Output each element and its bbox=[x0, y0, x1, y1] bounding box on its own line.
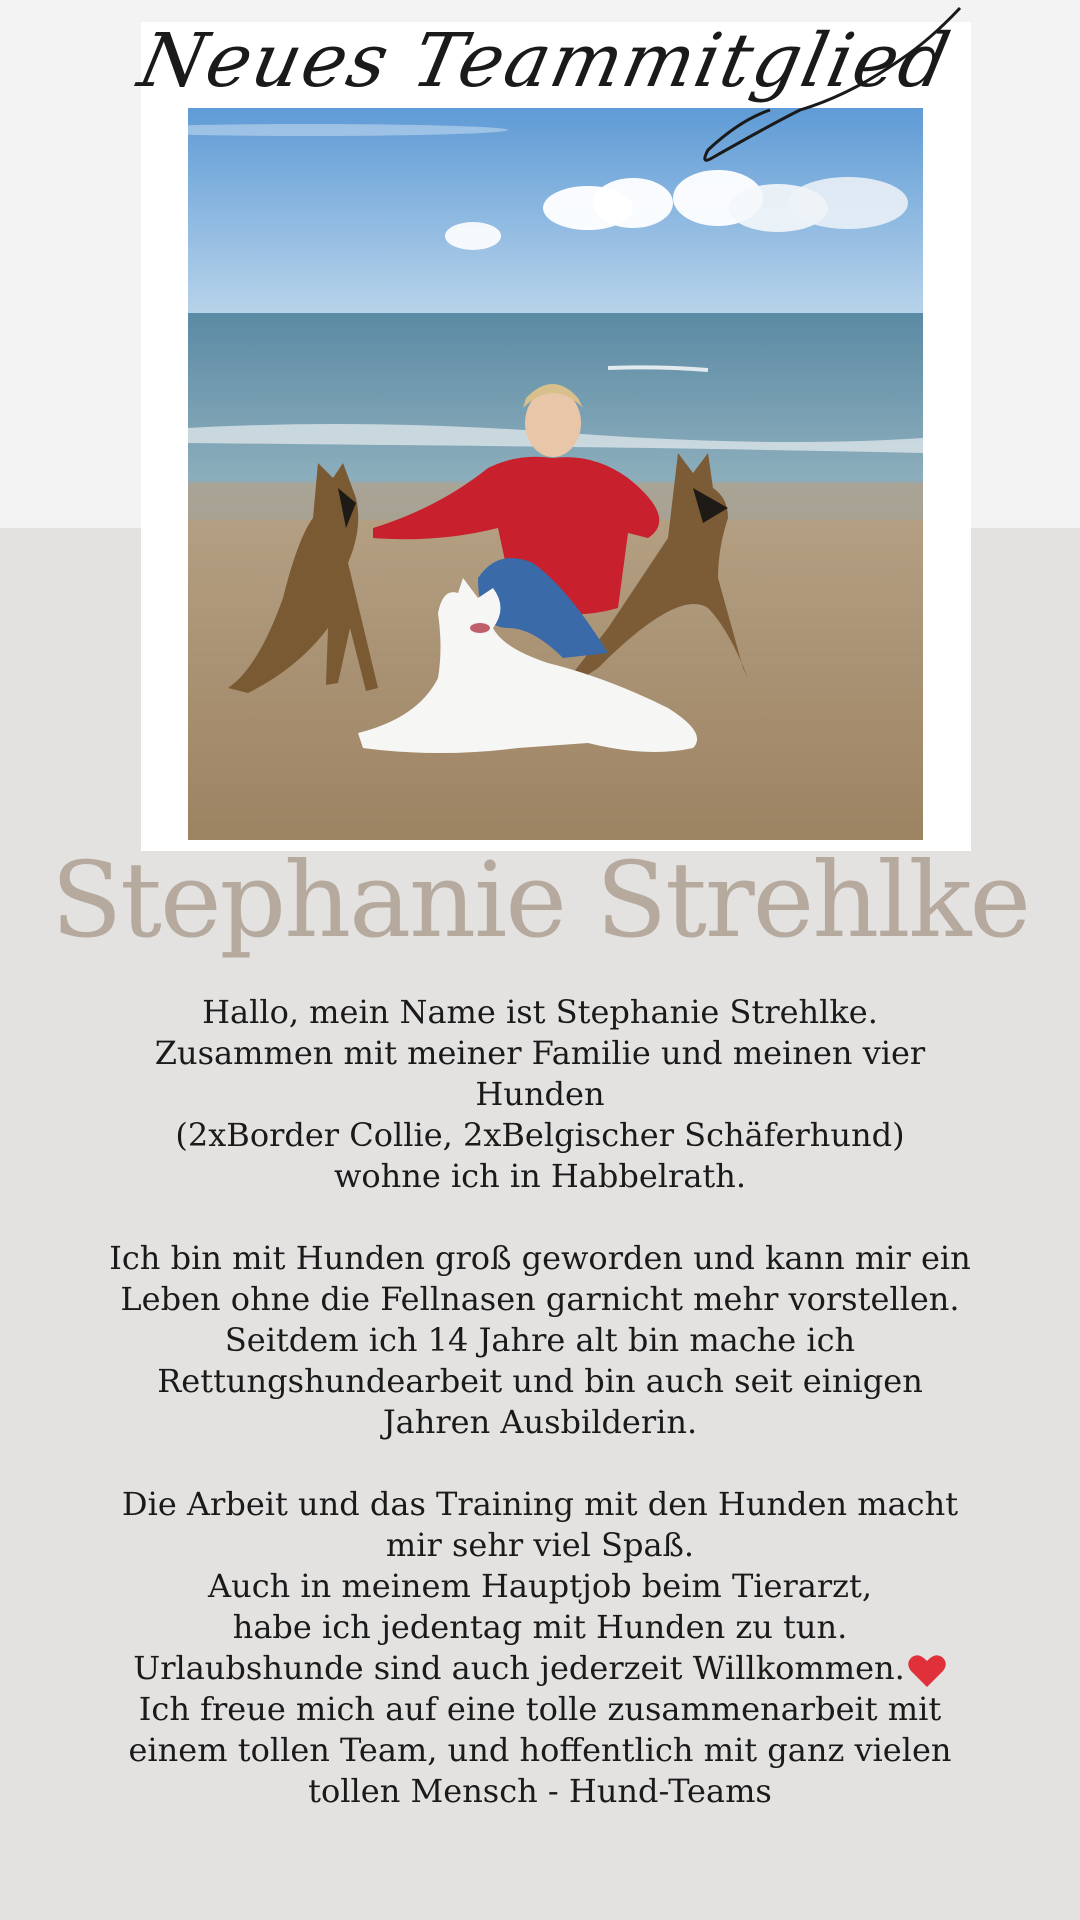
bio-line: Zusammen mit meiner Familie und meinen vier bbox=[154, 1034, 926, 1072]
bio-line: habe ich jedentag mit Hunden zu tun. bbox=[232, 1608, 848, 1646]
bio-paragraph-3 bbox=[40, 1484, 1040, 1812]
bio-line: Auch in meinem Hauptjob beim Tierarzt, bbox=[207, 1567, 873, 1605]
bio-line: Rettungshundearbeit und bin auch seit einigen bbox=[157, 1362, 923, 1400]
bio-line: Urlaubshunde sind auch jederzeit Willkommen. bbox=[133, 1649, 905, 1687]
bio-line: Seitdem ich 14 Jahre alt bin mache ich bbox=[224, 1321, 856, 1359]
heart-icon bbox=[907, 1653, 947, 1689]
bio-line: Die Arbeit und das Training mit den Hunden macht bbox=[121, 1485, 959, 1523]
bio-text bbox=[40, 992, 1040, 1853]
bio-line: Ich freue mich auf eine tolle zusammenarbeit mit bbox=[138, 1690, 942, 1728]
bio-line: (2xBorder Collie, 2xBelgischer Schäferhund) bbox=[175, 1116, 905, 1154]
bio-line: Leben ohne die Fellnasen garnicht mehr vorstellen. bbox=[120, 1280, 960, 1318]
bio-line: Hallo, mein Name ist Stephanie Strehlke. bbox=[202, 993, 878, 1031]
bio-line: Ich bin mit Hunden groß geworden und kann mir ein bbox=[109, 1239, 971, 1277]
bio-paragraph-1 bbox=[40, 992, 1040, 1197]
bio-line: tollen Mensch - Hund-Teams bbox=[308, 1772, 772, 1810]
bio-line-with-heart bbox=[40, 1648, 1040, 1689]
profile-photo bbox=[188, 108, 923, 840]
bio-line: einem tollen Team, und hoffentlich mit ganz vielen bbox=[128, 1731, 952, 1769]
script-title: Neues Teammitglied bbox=[131, 18, 959, 104]
beach-photo-with-dogs-icon bbox=[188, 108, 923, 840]
bio-line: Hunden bbox=[475, 1075, 605, 1113]
bio-line: Jahren Ausbilderin. bbox=[382, 1403, 698, 1441]
bio-paragraph-2 bbox=[40, 1238, 1040, 1443]
bio-line: wohne ich in Habbelrath. bbox=[333, 1157, 747, 1195]
profile-name: Stephanie Strehlke bbox=[50, 839, 1030, 961]
bio-line: mir sehr viel Spaß. bbox=[385, 1526, 695, 1564]
